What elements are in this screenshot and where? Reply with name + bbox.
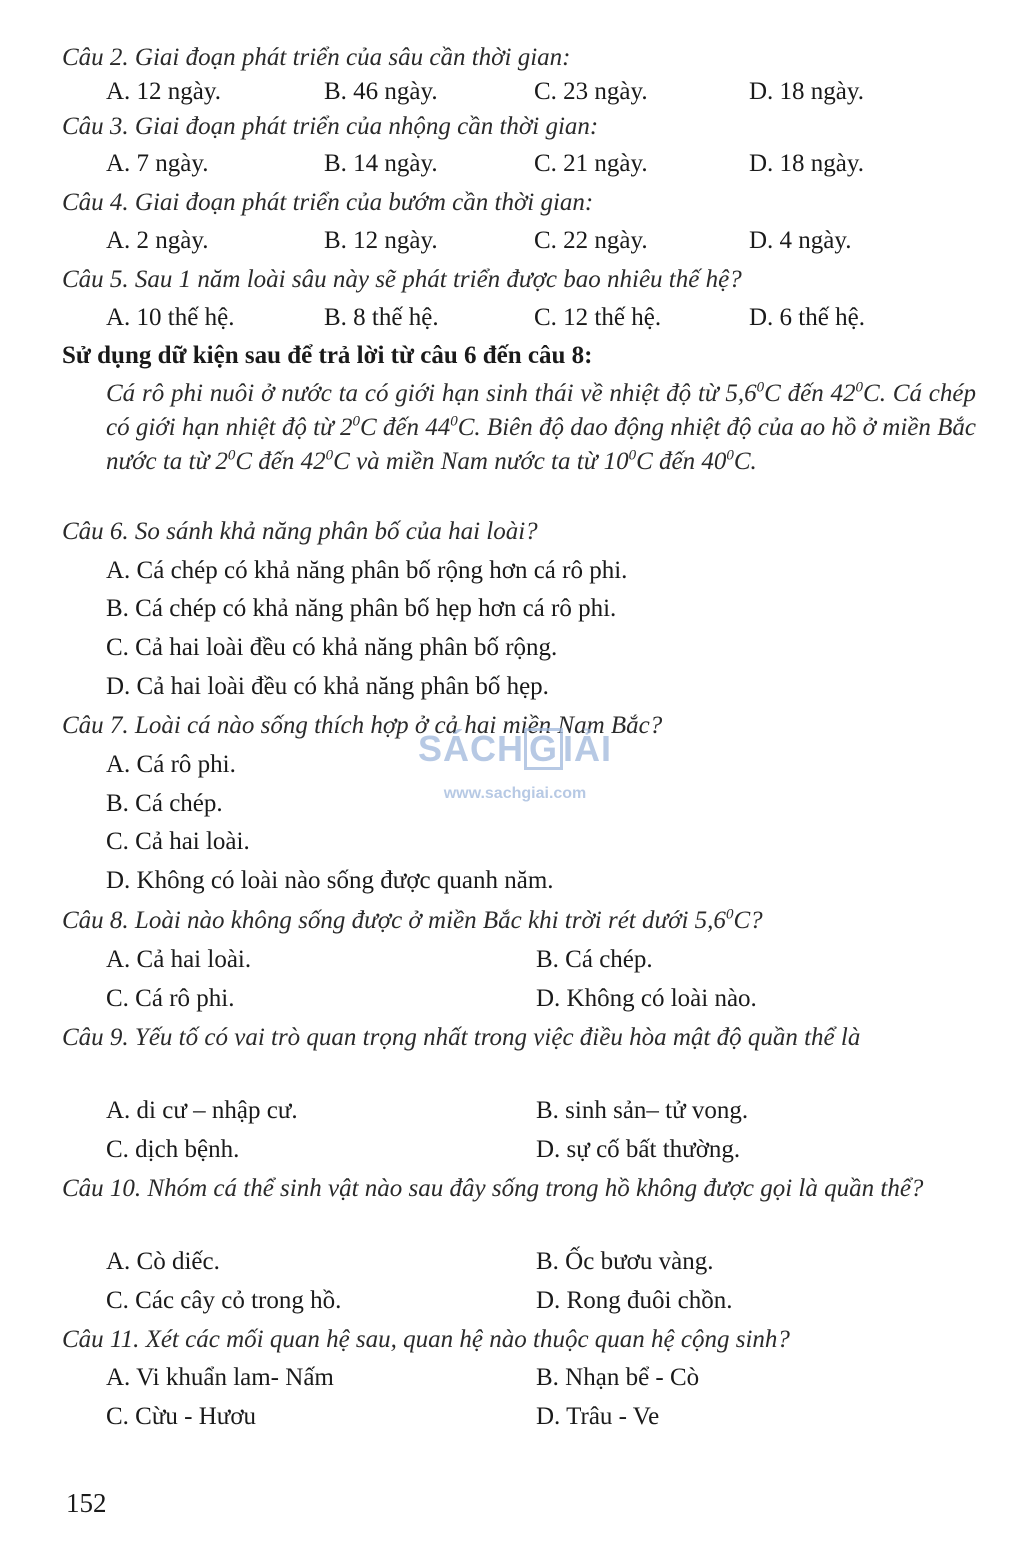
degree-mark: 0: [628, 447, 637, 464]
q5-option-a: A. 10 thế hệ.: [106, 304, 235, 331]
question-11-stem: Câu 11. Xét các mối quan hệ sau, quan hệ nào thuộc quan hệ cộng sinh?: [62, 1326, 790, 1353]
question-6-stem: Câu 6. So sánh khả năng phân bố của hai loài?: [62, 518, 538, 545]
q11-option-b: B. Nhạn bể - Cò: [536, 1364, 700, 1391]
watermark-logo: [410, 727, 620, 771]
q3-option-a: A. 7 ngày.: [106, 150, 209, 177]
q7-option-b: B. Cá chép.: [106, 790, 223, 817]
q6-option-a: A. Cá chép có khả năng phân bố rộng hơn cá rô phi.: [106, 557, 628, 584]
q10-option-d: D. Rong đuôi chồn.: [536, 1287, 733, 1314]
degree-mark: 0: [725, 906, 734, 923]
passage-text: C. Cá chép có giới hạn nhiệt độ từ 2: [106, 380, 976, 441]
q3-option-d: D. 18 ngày.: [749, 150, 865, 177]
q9-option-c: C. dịch bệnh.: [106, 1136, 240, 1163]
watermark-brand-g: G: [524, 728, 563, 770]
q7-option-c: C. Cả hai loài.: [106, 828, 250, 855]
q2-option-d: D. 18 ngày.: [749, 78, 865, 105]
q2-option-a: A. 12 ngày.: [106, 78, 222, 105]
section-heading: Sử dụng dữ kiện sau để trả lời từ câu 6 đến câu 8:: [62, 342, 593, 369]
q10-option-a: A. Cò diếc.: [106, 1248, 220, 1275]
q5-option-c: C. 12 thế hệ.: [534, 304, 662, 331]
q2-option-b: B. 46 ngày.: [324, 78, 438, 105]
q3-option-c: C. 21 ngày.: [534, 150, 648, 177]
degree-mark: 0: [450, 413, 458, 430]
q8-option-a: A. Cả hai loài.: [106, 946, 252, 973]
question-3-stem: Câu 3. Giai đoạn phát triển của nhộng cần thời gian:: [62, 113, 599, 140]
q8-option-d: D. Không có loài nào.: [536, 985, 757, 1012]
q6-option-c: C. Cả hai loài đều có khả năng phân bố rộng.: [106, 634, 558, 661]
passage-text: C đến 42: [764, 380, 856, 407]
watermark: [410, 727, 620, 803]
q4-option-b: B. 12 ngày.: [324, 227, 438, 254]
q11-option-c: C. Cừu - Hươu: [106, 1403, 257, 1430]
q3-option-b: B. 14 ngày.: [324, 150, 438, 177]
question-9-stem: [62, 1021, 982, 1055]
q10-option-b: B. Ốc bươu vàng.: [536, 1248, 714, 1275]
degree-mark: 0: [756, 379, 765, 396]
q4-option-d: D. 4 ngày.: [749, 227, 852, 254]
q8-option-c: C. Cá rô phi.: [106, 985, 235, 1012]
passage-text: C.: [733, 448, 757, 475]
q6-option-d: D. Cả hai loài đều có khả năng phân bố hẹp.: [106, 673, 549, 700]
q4-option-a: A. 2 ngày.: [106, 227, 209, 254]
passage-text: Cá rô phi nuôi ở nước ta có giới hạn sinh thái về nhiệt độ từ 5,6: [106, 380, 757, 407]
question-5-stem: Câu 5. Sau 1 năm loài sâu này sẽ phát triển được bao nhiêu thế hệ?: [62, 266, 742, 293]
q5-option-b: B. 8 thế hệ.: [324, 304, 439, 331]
question-8-stem: [62, 904, 982, 938]
watermark-brand: IẢI: [563, 728, 613, 769]
q2-option-c: C. 23 ngày.: [534, 78, 648, 105]
watermark-brand: SÁCH: [417, 728, 524, 769]
passage: [106, 377, 976, 479]
degree-mark: 0: [352, 413, 360, 430]
page-number: 152: [66, 1488, 107, 1518]
passage-text: C đến 42: [235, 448, 326, 475]
degree-mark: 0: [855, 379, 864, 396]
passage-text: C đến 44: [359, 414, 451, 441]
degree-mark: 0: [325, 447, 334, 464]
degree-mark: 0: [726, 447, 734, 464]
q7-option-a: A. Cá rô phi.: [106, 751, 236, 778]
degree-mark: 0: [227, 447, 236, 464]
q9-stem-text: Câu 9. Yếu tố có vai trò quan trọng nhất trong việc điều hòa mật độ quần thể là: [62, 1024, 861, 1051]
passage-text: C đến 40: [636, 448, 727, 475]
q5-option-d: D. 6 thế hệ.: [749, 304, 865, 331]
q6-option-b: B. Cá chép có khả năng phân bố hẹp hơn cá rô phi.: [106, 595, 617, 622]
q11-option-d: D. Trâu - Ve: [536, 1403, 660, 1430]
passage-text: C và miền Nam nước ta từ 10: [333, 448, 629, 475]
question-2-stem: Câu 2. Giai đoạn phát triển của sâu cần thời gian:: [62, 44, 571, 71]
q8-stem-text: C?: [733, 907, 763, 934]
watermark-url: www.sachgiai.com: [443, 785, 587, 802]
q9-option-d: D. sự cố bất thường.: [536, 1136, 741, 1163]
passage-text: C. Biên độ dao động nhiệt độ của ao hồ ở miền Bắc nước ta từ 2: [106, 414, 976, 475]
q9-option-b: B. sinh sản– tử vong.: [536, 1097, 749, 1124]
question-7-stem: Câu 7. Loài cá nào sống thích hợp ở cả hai miền Nam Bắc?: [62, 712, 663, 739]
q8-stem-text: Câu 8. Loài nào không sống được ở miền Bắc khi trời rét dưới 5,6: [62, 907, 726, 934]
q7-option-d: D. Không có loài nào sống được quanh năm.: [106, 867, 554, 894]
question-10-stem: Câu 10. Nhóm cá thể sinh vật nào sau đây sống trong hồ không được gọi là quần thể?: [62, 1175, 924, 1202]
q9-option-a: A. di cư – nhập cư.: [106, 1097, 298, 1124]
q4-option-c: C. 22 ngày.: [534, 227, 648, 254]
question-4-stem: Câu 4. Giai đoạn phát triển của bướm cần thời gian:: [62, 189, 594, 216]
q8-option-b: B. Cá chép.: [536, 946, 653, 973]
q11-option-a: A. Vi khuẩn lam- Nấm: [106, 1364, 334, 1391]
q10-option-c: C. Các cây cỏ trong hồ.: [106, 1287, 342, 1314]
